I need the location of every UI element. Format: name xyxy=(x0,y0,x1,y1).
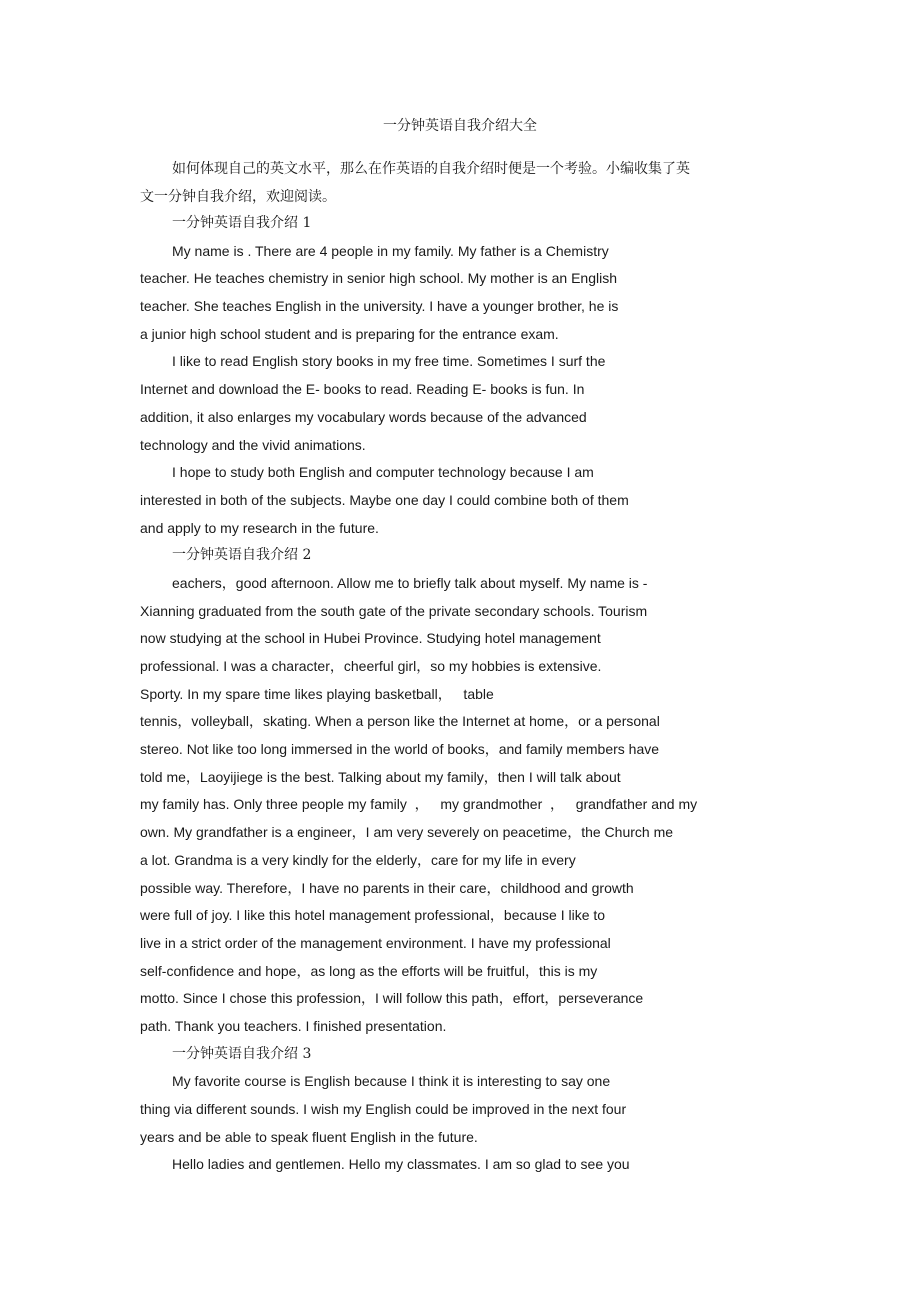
text-line: My favorite course is English because I think it is interesting to say one xyxy=(172,1073,611,1090)
text-line: own. My grandfather is a engineer，I am very severely on peacetime，the Church me xyxy=(140,824,674,841)
text-line: a lot. Grandma is a very kindly for the elderly，care for my life in every xyxy=(140,851,576,868)
text-line: My name is . There are 4 people in my family. My father is a Chemistry xyxy=(172,242,609,259)
text-line: self-confidence and hope，as long as the efforts will be fruitful，this is my xyxy=(140,962,598,979)
section-heading: 一分钟英语自我介绍 3 xyxy=(172,1045,312,1062)
text-line: Hello ladies and gentlemen. Hello my classmates. I am so glad to see you xyxy=(172,1156,630,1173)
text-line: tennis，volleyball，skating. When a person like the Internet at home，or a personal xyxy=(140,713,660,730)
text-line: addition, it also enlarges my vocabulary words because of the advanced xyxy=(140,408,587,425)
text-line: now studying at the school in Hubei Province. Studying hotel management xyxy=(140,630,601,647)
text-line: Xianning graduated from the south gate of the private secondary schools. Tourism xyxy=(140,602,648,619)
text-line: possible way. Therefore，I have no parents in their care，childhood and growth xyxy=(140,879,634,896)
section-heading: 一分钟英语自我介绍 2 xyxy=(172,547,312,564)
text-line: motto. Since I chose this profession，I will follow this path，effort，perseverance xyxy=(140,990,644,1007)
text-line: teacher. She teaches English in the university. I have a younger brother, he is xyxy=(140,298,619,315)
text-line: years and be able to speak fluent English in the future. xyxy=(140,1128,478,1145)
text-line: I like to read English story books in my free time. Sometimes I surf the xyxy=(172,353,606,370)
section-heading: 一分钟英语自我介绍 1 xyxy=(172,215,312,231)
text-line: eachers，good afternoon. Allow me to briefly talk about myself. My name is - xyxy=(172,574,648,591)
text-line: a junior high school student and is preparing for the entrance exam. xyxy=(140,325,559,342)
text-line: and apply to my research in the future. xyxy=(140,519,379,536)
intro-paragraph xyxy=(140,155,776,211)
document-body xyxy=(140,210,780,1179)
text-line: Sporty. In my spare time likes playing basketball， table xyxy=(140,685,494,702)
text-line: path. Thank you teachers. I finished presentation. xyxy=(140,1017,447,1034)
text-line: teacher. He teaches chemistry in senior high school. My mother is an English xyxy=(140,270,618,287)
text-line: interested in both of the subjects. Maybe one day I could combine both of them xyxy=(140,491,629,508)
text-line: Internet and download the E- books to read. Reading E- books is fun. In xyxy=(140,381,585,398)
text-line: my family has. Only three people my family ， my grandmother ， grandfather and my xyxy=(140,796,698,813)
document-title: 一分钟英语自我介绍大全 xyxy=(383,118,537,134)
text-line: I hope to study both English and computer technology because I am xyxy=(172,464,594,481)
text-line: were full of joy. I like this hotel management professional，because I like to xyxy=(140,907,606,924)
intro-line: 文一分钟自我介绍，欢迎阅读。 xyxy=(140,189,336,205)
text-line: professional. I was a character，cheerful girl，so my hobbies is extensive. xyxy=(140,658,602,674)
text-line: thing via different sounds. I wish my English could be improved in the next four xyxy=(140,1101,627,1117)
text-line: technology and the vivid animations. xyxy=(140,436,366,453)
text-line: told me，Laoyijiege is the best. Talking about my family，then I will talk about xyxy=(140,768,621,785)
text-line: live in a strict order of the management environment. I have my professional xyxy=(140,934,611,951)
intro-line: 如何体现自己的英文水平，那么在作英语的自我介绍时便是一个考验。小编收集了英 xyxy=(172,161,690,177)
text-line: stereo. Not like too long immersed in the world of books，and family members have xyxy=(140,741,660,758)
